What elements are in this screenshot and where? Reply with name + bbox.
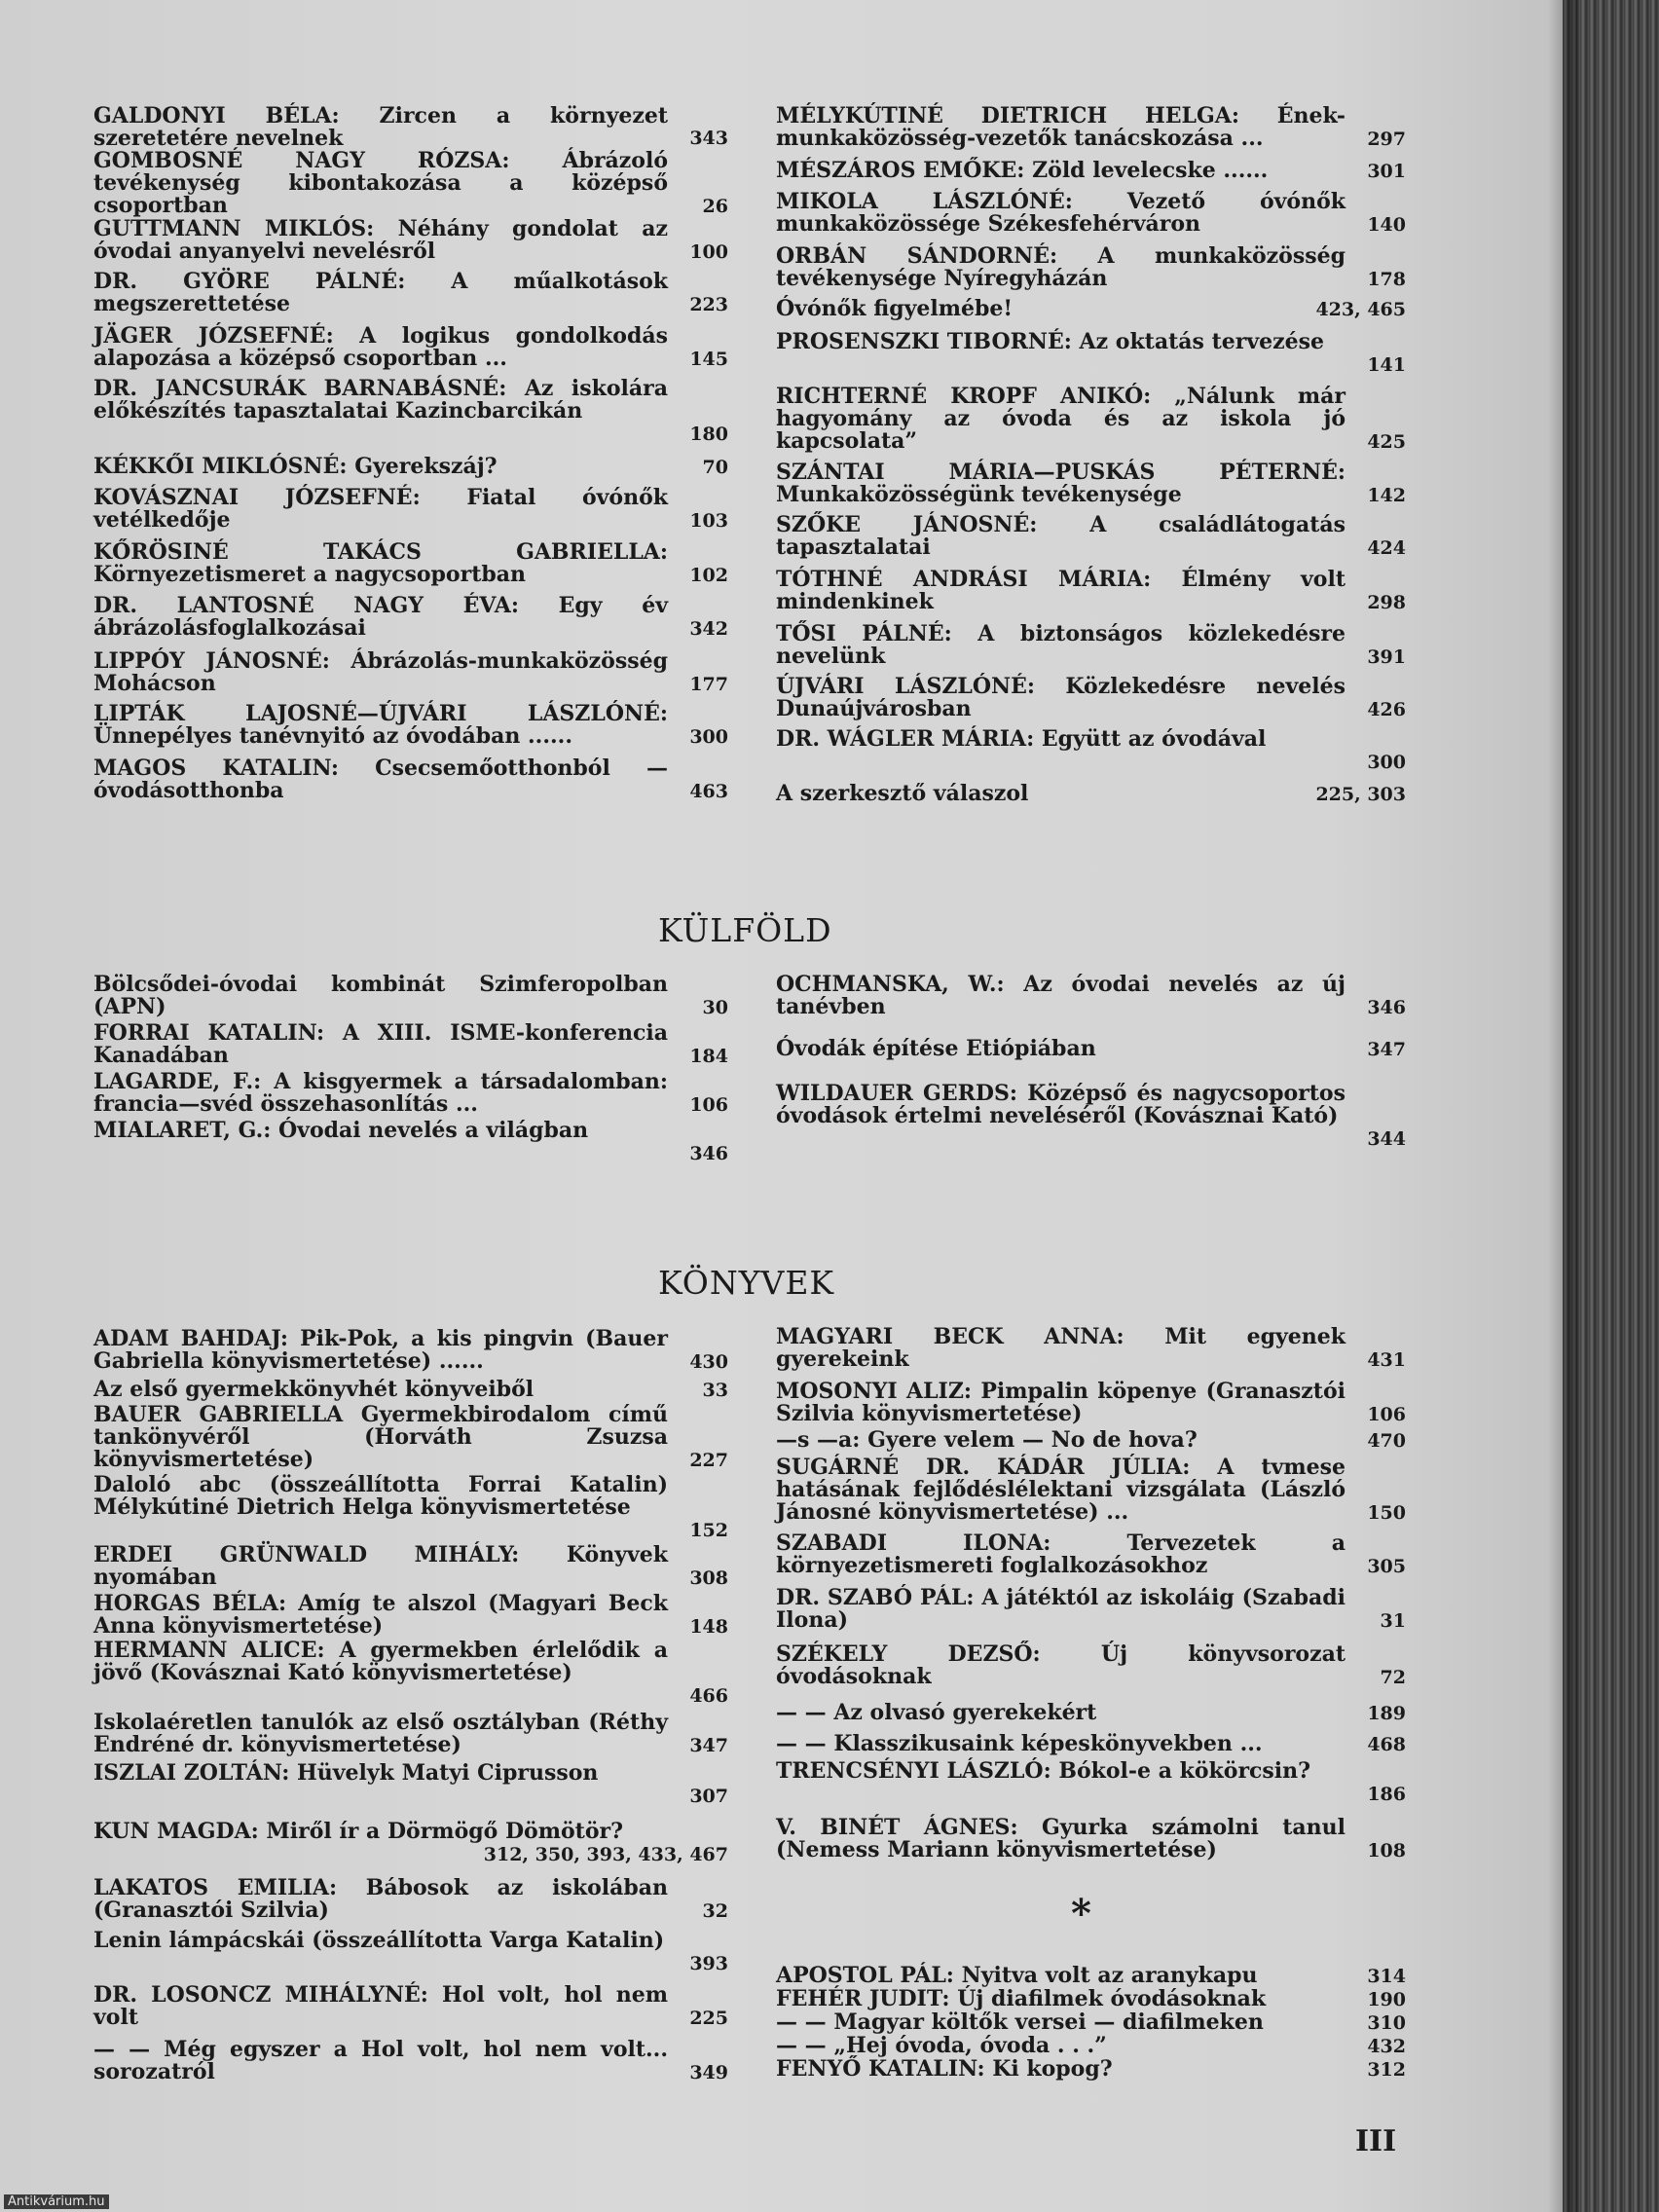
index-entry: JÄGER JÓZSEFNÉ: A logikus gondolkodás alapozása a középső csoportban ... 145 bbox=[93, 323, 728, 371]
index-entry: ADAM BAHDAJ: Pik-Pok, a kis pingvin (Bauer Gabriella könyvismertetése) ...... 430 bbox=[93, 1326, 728, 1374]
index-entry: MIALARET, G.: Óvodai nevelés a világban 346 bbox=[93, 1118, 728, 1164]
index-entry: MIKOLA LÁSZLÓNÉ: Vezető óvónők munkaközössége Székesfehérváron 140 bbox=[776, 189, 1406, 237]
section-separator-star: * bbox=[1071, 1891, 1091, 1936]
index-entry: TÓTHNÉ ANDRÁSI MÁRIA: Élmény volt mindenkinek 298 bbox=[776, 567, 1406, 614]
index-entry: MOSONYI ALIZ: Pimpalin köpenye (Granasztói Szilvia könyvismertetése) 106 bbox=[776, 1379, 1406, 1426]
index-entry: V. BINÉT ÁGNES: Gyurka számolni tanul (Nemess Mariann könyvismertetése) 108 bbox=[776, 1815, 1406, 1862]
page-number: III bbox=[1355, 2124, 1397, 2158]
index-entry: Iskolaéretlen tanulók az első osztályban (Réthy Endréné dr. könyvismertetése) 347 bbox=[93, 1710, 728, 1757]
index-entry: ORBÁN SÁNDORNÉ: A munkaközösség tevékenysége Nyíregyházán 178 bbox=[776, 243, 1406, 291]
index-entry: — — Az olvasó gyerekekért 189 bbox=[776, 1700, 1406, 1725]
index-entry: WILDAUER GERDS: Középső és nagycsoportos óvodások értelmi neveléséről (Kovásznai Kató) 344 bbox=[776, 1081, 1406, 1150]
index-entry: SZÁNTAI MÁRIA—PUSKÁS PÉTERNÉ: Munkaközösségünk tevékenysége 142 bbox=[776, 460, 1406, 507]
index-entry: TRENCSÉNYI LÁSZLÓ: Bókol-e a kökörcsin? 186 bbox=[776, 1758, 1406, 1805]
index-entry: DR. JANCSURÁK BARNABÁSNÉ: Az iskolára előkészítés tapasztalatai Kazincbarcikán 180 bbox=[93, 376, 728, 445]
index-entry: Daloló abc (összeállította Forrai Katalin) Mélykútiné Dietrich Helga könyvismertetése 152 bbox=[93, 1472, 728, 1541]
index-entry: HORGAS BÉLA: Amíg te alszol (Magyari Beck Anna könyvismertetése) 148 bbox=[93, 1591, 728, 1639]
index-entry: PROSENSZKI TIBORNÉ: Az oktatás tervezése 141 bbox=[776, 329, 1406, 376]
index-entry: MÉSZÁROS EMŐKE: Zöld levelecske ...... 301 bbox=[776, 158, 1406, 183]
index-entry: Az első gyermekkönyvhét könyveiből 33 bbox=[93, 1377, 728, 1402]
index-entry: GALDONYI BÉLA: Zircen a környezet szeretetére nevelnek 343 bbox=[93, 103, 728, 151]
index-entry: ISZLAI ZOLTÁN: Hüvelyk Matyi Ciprusson 307 bbox=[93, 1760, 728, 1807]
index-entry: FENYŐ KATALIN: Ki kopog? 312 bbox=[776, 2056, 1406, 2082]
section-heading-konyvek: KÖNYVEK bbox=[658, 1264, 835, 1302]
index-entry: — — „Hej óvoda, óvoda . . .” 432 bbox=[776, 2033, 1406, 2058]
index-entry: TŐSI PÁLNÉ: A biztonságos közlekedésre nevelünk 391 bbox=[776, 621, 1406, 669]
index-entry: SZŐKE JÁNOSNÉ: A családlátogatás tapasztalatai 424 bbox=[776, 512, 1406, 560]
index-entry: APOSTOL PÁL: Nyitva volt az aranykapu 314 bbox=[776, 1963, 1406, 1988]
index-entry: HERMANN ALICE: A gyermekben érlelődik a jövő (Kovásznai Kató könyvismertetése) 466 bbox=[93, 1638, 728, 1707]
index-entry: LAKATOS EMILIA: Bábosok az iskolában (Granasztói Szilvia) 32 bbox=[93, 1875, 728, 1923]
index-entry: KOVÁSZNAI JÓZSEFNÉ: Fiatal óvónők vetélkedője 103 bbox=[93, 485, 728, 533]
watermark: Antikvárium.hu bbox=[4, 2194, 109, 2209]
index-entry: LAGARDE, F.: A kisgyermek a társadalomban: francia—svéd összehasonlítás ... 106 bbox=[93, 1069, 728, 1117]
index-entry: DR. LOSONCZ MIHÁLYNÉ: Hol volt, hol nem volt 225 bbox=[93, 1982, 728, 2030]
index-entry: SZÉKELY DEZSŐ: Új könyvsorozat óvodásoknak 72 bbox=[776, 1641, 1406, 1689]
index-entry: Óvodák építése Etiópiában 347 bbox=[776, 1036, 1406, 1061]
index-entry: OCHMANSKA, W.: Az óvodai nevelés az új tanévben 346 bbox=[776, 972, 1406, 1019]
index-entry: SZABADI ILONA: Tervezetek a környezetismereti foglalkozásokhoz 305 bbox=[776, 1530, 1406, 1578]
index-entry: DR. LANTOSNÉ NAGY ÉVA: Egy év ábrázolásfoglalkozásai 342 bbox=[93, 593, 728, 641]
page-shadow bbox=[1548, 0, 1577, 2212]
index-entry: DR. GYÖRE PÁLNÉ: A műalkotások megszerettetése 223 bbox=[93, 269, 728, 316]
index-entry: LIPPÓY JÁNOSNÉ: Ábrázolás-munkaközösség Mohácson 177 bbox=[93, 648, 728, 696]
index-entry: Lenin lámpácskái (összeállította Varga Katalin) 393 bbox=[93, 1928, 728, 1974]
index-entry: — — Klasszikusaink képeskönyvekben ... 468 bbox=[776, 1731, 1406, 1756]
index-entry: KUN MAGDA: Miről ír a Dörmögő Dömötör? 312, 350, 393, 433, 467 bbox=[93, 1819, 728, 1865]
index-entry: — — Magyar költők versei — diafilmeken 310 bbox=[776, 2009, 1406, 2035]
index-entry: MÉLYKÚTINÉ DIETRICH HELGA: Ének-munkaközösség-vezetők tanácskozása ... 297 bbox=[776, 103, 1406, 151]
index-entry: MAGYARI BECK ANNA: Mit egyenek gyerekeink 431 bbox=[776, 1324, 1406, 1372]
index-entry: ÚJVÁRI LÁSZLÓNÉ: Közlekedésre nevelés Dunaújvárosban 426 bbox=[776, 674, 1406, 721]
index-entry: — — Még egyszer a Hol volt, hol nem volt... sorozatról 349 bbox=[93, 2037, 728, 2084]
index-entry: GUTTMANN MIKLÓS: Néhány gondolat az óvodai anyanyelvi nevelésről 100 bbox=[93, 216, 728, 264]
index-entry: Óvónők figyelmébe! 423, 465 bbox=[776, 296, 1406, 321]
index-entry: BAUER GABRIELLA Gyermekbirodalom című tankönyvéről (Horváth Zsuzsa könyvismertetése) 227 bbox=[93, 1402, 728, 1472]
index-entry: Bölcsődei-óvodai kombinát Szimferopolban (APN) 30 bbox=[93, 972, 728, 1019]
index-entry: FEHÉR JUDIT: Új diafilmek óvodásoknak 190 bbox=[776, 1986, 1406, 2011]
index-entry: MAGOS KATALIN: Csecsemőotthonból — óvodásotthonba 463 bbox=[93, 756, 728, 803]
index-entry: DR. SZABÓ PÁL: A játéktól az iskoláig (Szabadi Ilona) 31 bbox=[776, 1585, 1406, 1633]
index-entry: RICHTERNÉ KROPF ANIKÓ: „Nálunk már hagyomány az óvoda és az iskola jó kapcsolata” 425 bbox=[776, 384, 1406, 454]
index-entry: ERDEI GRÜNWALD MIHÁLY: Könyvek nyomában 308 bbox=[93, 1542, 728, 1590]
index-entry: KÉKKŐI MIKLÓSNÉ: Gyerekszáj? 70 bbox=[93, 454, 728, 479]
index-entry: GOMBOSNÉ NAGY RÓZSA: Ábrázoló tevékenység kibontakozása a középső csoportban 26 bbox=[93, 148, 728, 218]
index-entry: KŐRÖSINÉ TAKÁCS GABRIELLA: Környezetismeret a nagycsoportban 102 bbox=[93, 539, 728, 587]
index-entry: DR. WÁGLER MÁRIA: Együtt az óvodával 300 bbox=[776, 726, 1406, 773]
index-entry: LIPTÁK LAJOSNÉ—ÚJVÁRI LÁSZLÓNÉ: Ünnepélyes tanévnyitó az óvodában ...... 300 bbox=[93, 701, 728, 749]
section-heading-kulfold: KÜLFÖLD bbox=[658, 911, 832, 949]
index-entry: FORRAI KATALIN: A XIII. ISME-konferencia Kanadában 184 bbox=[93, 1020, 728, 1068]
index-entry: SUGÁRNÉ DR. KÁDÁR JÚLIA: A tvmese hatásának fejlődéslélektani vizsgálata (László Jánosné könyvismertetése) ... 150 bbox=[776, 1455, 1406, 1525]
index-entry: A szerkesztő válaszol 225, 303 bbox=[776, 781, 1406, 806]
index-entry: —s —a: Gyere velem — No de hova? 470 bbox=[776, 1427, 1406, 1453]
